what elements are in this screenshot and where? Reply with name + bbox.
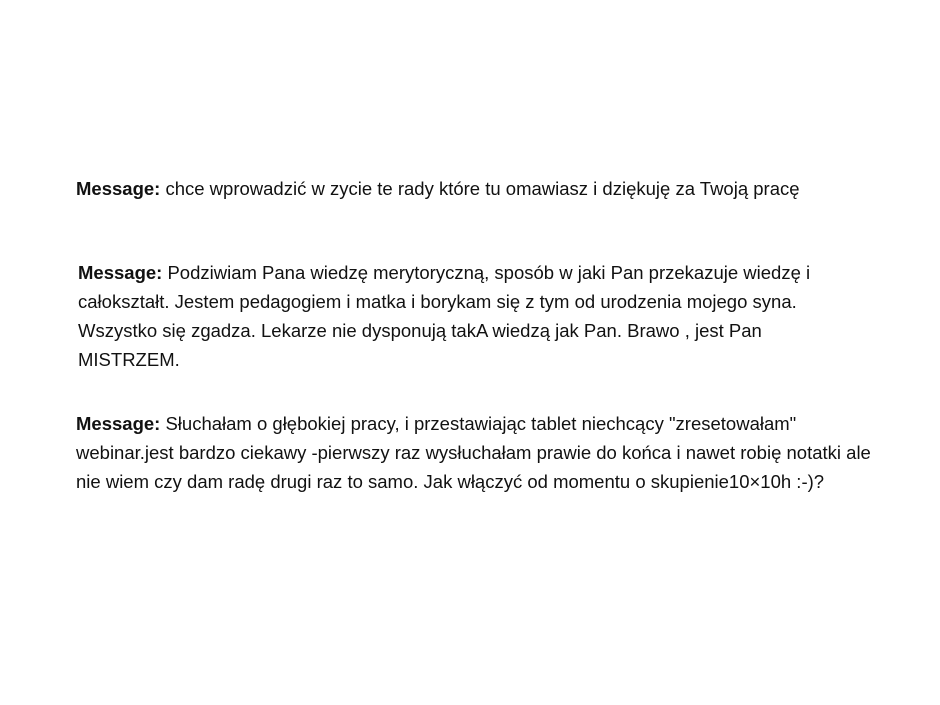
message-entry [76,409,876,496]
message-entry [78,258,838,374]
message-text: Słuchałam o głębokiej pracy, i przestawiając tablet niechcący "zresetowałam" webinar.jest bardzo ciekawy -pierwszy raz wysłuchałam prawie do końca i nawet robię notatki ale nie wiem czy dam radę drugi raz to samo. Jak włączyć od momentu o skupienie10×10h :-)? [76,413,871,492]
message-label: Message: [76,178,161,199]
message-text: chce wprowadzić w zycie te rady które tu omawiasz i dziękuję za Twoją pracę [165,178,800,199]
message-label: Message: [78,262,163,283]
message-label: Message: [76,413,161,434]
message-entry [76,174,836,203]
message-text: Podziwiam Pana wiedzę merytoryczną, sposób w jaki Pan przekazuje wiedzę i całokształt. Jestem pedagogiem i matka i borykam się z tym od urodzenia mojego syna. Wszystko się zgadza. Lekarze nie dysponują takA wiedzą jak Pan. Brawo , jest Pan MISTRZEM. [78,262,811,370]
